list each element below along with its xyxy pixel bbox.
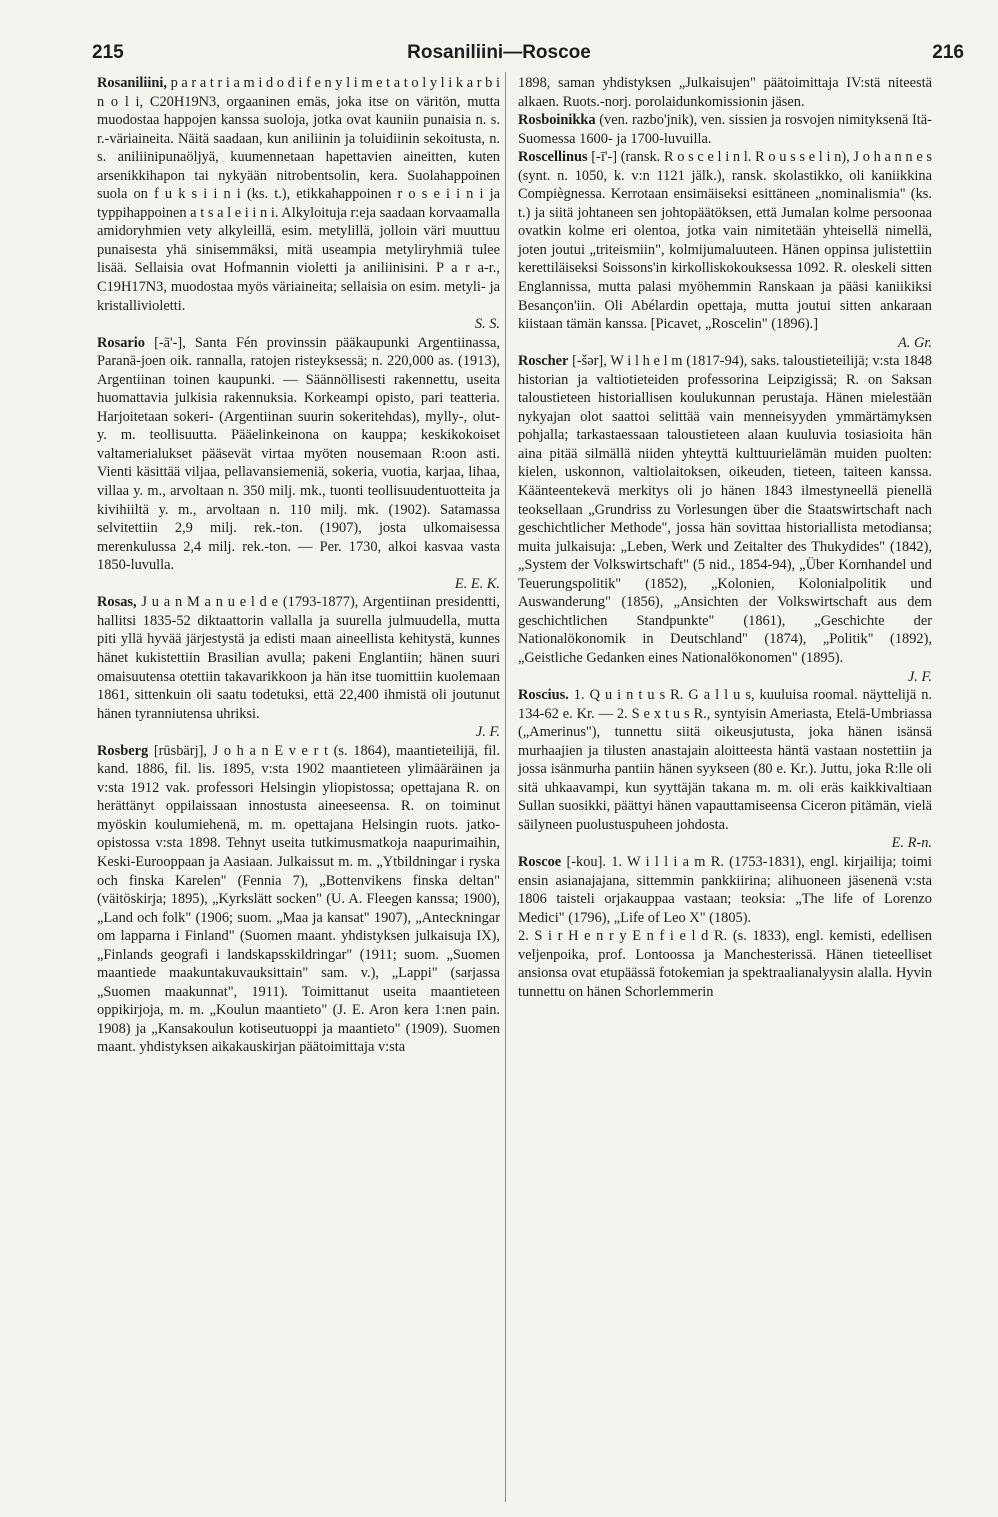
entry-text: (ven. razbo'jnik), ven. sissien ja rosvojen nimityksenä Itä-Suomessa 1600- ja 1700-luvuilla.	[518, 112, 932, 147]
entry-headword: Roscellinus	[518, 149, 588, 166]
entry-rosario	[97, 334, 500, 594]
entry-text: [-kou]. 1. W i l l i a m R. (1753-1831), engl. kirjailija; toimi ensin asianajajana, sittemmin pankkiirina; alihuoneen jäsenenä v:sta 1806 taisteli orjakauppaa vastaan; teoksia: „The life of Lorenzo Medici" (1796), „Life of Leo X" (1805).	[518, 853, 932, 926]
running-title: Rosaniliini—Roscoe	[407, 42, 591, 63]
entry-rosboinikka	[518, 111, 932, 148]
entry-text: [-ī'-] (ransk. R o s c e l i n l. R o u s s e l i n), J o h a n n e s (synt. n. 1050, k. v:n 1121 jälk.), ransk. skolastikko, oli kaniikkina Compiègnessa. Kerrotaan ensimäiseksi esittäneen „nominalismia" (ks. t.) ja siitä johtaneen sen johtopäätöksen, että Jumalan kolme persoonaa ovatkin kolme eri olentoa, jotka vain nimitetään yhteisellä nimellä, joten joutui „triteismiin", kolmijumaluuteen. Hänen oppinsa julistettiin kerettiläiseksi Soissons'in kirkolliskokouksessa 1092. R. oleskeli sitten Englannissa, mutta palasi myöhemmin Ranskaan ja pääsi kaniikiksi Besançon'iin. Oli Abélardin opettaja, mutta joutui sitten ankaraan kiistaan tämän kanssa. [Picavet, „Roscelin" (1896).]	[518, 149, 932, 333]
right-column	[518, 74, 932, 1001]
entry-rosberg	[97, 742, 500, 1057]
entry-text: [-šər], W i l h e l m (1817-94), saks. taloustieteilijä; v:sta 1848 historian ja valtiotieteiden professorina Leipzigissä; R. on Saksan taloustieteen historiallisen koulukunnan perustaja. Hänen mielestään nykyajan olot saattoi selittää vain menneisyyden ymmärtämyksen pohjalla; tarkastaessaan taloustieteen alaan kuuluvia tosiasioita hän aina pitää silmällä niiden yhteyttä kulttuurielämän muiden puolten: kielen, uskonnon, valtiolaitoksen, oikeuden, tieteen, taiteen kanssa. Käänteentekevä merkitys oli jo hänen 1843 ilmestyneellä pienellä teoksellaan „Grundriss zu Vorlesungen über die Staatswirtschaft nach geschichtlicher Methode", jossa hän sovittaa historiallista metodiansa; muita julkaisuja: „Leben, Werk und Zeitalter des Thukydides" (1842), „System der Volkswirtschaft" (5 nid., 1854-94), „Über Kornhandel und Teuerungspolitik" (1852), „Kolonien, Kolonialpolitik und Auswanderung" (1856), „Ansichten der Volkswirtschaft aus dem geschichtlichen Standpunkte" (1861), „Geschichte der Nationalökonomik in Deutschland" (1874), „Politik" (1892), „Geistliche Gedanken eines Nationalökonomen" (1895).	[518, 353, 932, 666]
page-header	[0, 42, 998, 72]
entry-text: 1. Q u i n t u s R. G a l l u s, kuuluisa roomal. näyttelijä n. 134-62 e. Kr. — 2. S e x t u s R., syntyisin Ameriasta, Etelä-Umbriassa („Amerinus"), tunnettu siitä oikeusjutusta, joka hänen isänsä murhaajien ja tilusten anastajain aloitteesta häntä vastaan nostettiin ja jossa isänmurha pantiin hänen syykseen (80 e. Kr.). Juttu, joka R:lle oli sitä uhkaavampi, kun syyttäjän takana m. m. oli eräs kaikkivaltiaan Sullan suosikki, päättyi hänen vapauttamiseensa Ciceron pitämän, vielä säilyneen puolustuspuheen johdosta.	[518, 687, 933, 833]
entry-headword: Rosberg	[97, 742, 149, 759]
entry-text: 2. S i r H e n r y E n f i e l d R. (s. 1833), engl. kemisti, edellisen veljenpoika, prof. Lontoossa ja Manchesterissä. Hänen tieteelliset ansionsa ovat etupäässä fotokemian ja spektraalianalyysin alalla. Hyvin tunnettu on hänen Schorlemmerin	[518, 928, 932, 1000]
entry-text: [rūsbärj], J o h a n E v e r t (s. 1864), maantieteilijä, fil. kand. 1886, fil. lis. 1895, v:sta 1902 maantieteen ylimääräinen ja v:sta 1912 vak. professori Helsingin yliopistossa; opettajana R. on herättänyt oppilaissaan innostusta aineeseensa. R. on toiminut myöskin koulumiehenä, m. m. opettajana Helsingin ruots. jatko-opistossa v:sta 1898. Tehnyt useita tutkimusmatkoja naapurimaihin, Keski-Eurooppaan ja Aasiaan. Julkaissut m. m. „Ytbildningar i ryska och finska Karelen" (Fennia 7), „Bottenvikens finska deltan" (väitöskirja; 1895), „Kyrkslätt socken" (U. A. Fleegen kanssa; 1900), „Land och folk" (1906; suom. „Maa ja kansat" 1907), „Anteckningar om lapparna i Finland" (Suomen maant. yhdistyksen julkaisuja IX), „Finlands geografi i landskapsskildringar" (1911; suom. „Suomen maantiede maakuntakuvauksittain" sam. v.), „Lappi" (sarjassa „Suomen maakunnat", 1911). Toimittanut useita maantieteen oppikirjoja, m. m. „Koulun maantieto" (J. E. Aron kera 1:nen pain. 1908) ja „Kansakoulun kotiseutuoppi ja maantieto" (1909). Suomen maant. yhdistyksen aikakauskirjan päätoimittaja v:sta	[97, 742, 500, 1056]
page-number-right: 216	[932, 42, 964, 63]
entry-roscoe-2	[518, 927, 932, 1001]
entry-headword: Roscher	[518, 353, 569, 370]
entry-headword: Roscius.	[518, 687, 569, 704]
entry-roscher	[518, 352, 932, 686]
entry-rosaniliini	[97, 74, 500, 334]
author-signature: J. F.	[907, 668, 932, 685]
author-signature: E. R-n.	[891, 835, 932, 852]
page-number-left: 215	[92, 42, 124, 63]
entry-headword: Rosario	[97, 334, 145, 351]
author-signature: J. F.	[475, 724, 500, 741]
author-signature: S. S.	[474, 316, 500, 333]
entry-rosberg-cont	[518, 74, 932, 111]
entry-text: J u a n M a n u e l d e (1793-1877), Argentiinan presidentti, hallitsi 1835-52 diktaattorin vallalla ja suurella julmuudella, mutta piti yllä hyvää järjestystä ja edisti maan aineellista kehitystä, kunnes hänet kukistettiin Brasilian avulla; pakeni Englantiin; hänen suuri omaisuutensa otettiin takavarikkoon ja hän itse tuomittiin kuolemaan 1861, sittenkuin oli saatu todetuksi, että 22,400 ihmistä oli joutunut hänen tyranniutensa uhriksi.	[97, 594, 500, 722]
entry-rosas	[97, 593, 500, 741]
entry-text: 1898, saman yhdistyksen „Julkaisujen" päätoimittaja IV:stä niteestä alkaen. Ruots.-norj. porolaidunkomissionin jäsen.	[518, 75, 932, 110]
author-signature: E. E. K.	[454, 575, 500, 592]
entry-headword: Roscoe	[518, 853, 562, 870]
entry-headword: Rosaniliini,	[97, 75, 167, 91]
left-column	[97, 74, 500, 1057]
entry-text: [-ā'-], Santa Fén provinssin pääkaupunki Argentiinassa, Paranā-joen oik. rannalla, ratojen risteyksessä; n. 220,000 as. (1913), Argentiinan toinen kaupunki. — Säännöllisesti rakennettu, useita huomattavia julkisia rakennuksia. Korkeampi opisto, pari teatteria. Harjoitetaan sokeri- (Argentiinan suurin sokeritehdas), mylly-, olut- y. m. teollisuutta. Pääelinkeinona on kauppa; keskikokoiset valtamerialukset pääsevät virtaa myöten nousemaan R:oon asti. Vienti käsittää viljaa, pellavansiemeniä, sokeria, vuotia, karjaa, lihaa, villaa y. m., arvoltaan n. 350 milj. mk., tuonti teollisuudentuotteita ja kivihiiltä y. m., arvoltaan n. 110 milj. mk. (1902). Satamassa selvitettiin 2,9 milj. rek.-ton. (1907), josta ulkomaisessa merenkulussa 2,4 milj. rek.-ton. — Per. 1730, alkoi kasvaa vasta 1850-luvulla.	[97, 334, 500, 574]
entry-headword: Rosas,	[97, 594, 137, 611]
entry-headword: Rosboinikka	[518, 112, 596, 129]
entry-roscius	[518, 686, 932, 853]
entry-roscoe	[518, 853, 932, 927]
entry-text: p a r a t r i a m i d o d i f e n y l i m e t a t o l y l i k a r b i n o l i, C20H19N3, orgaaninen emäs, joka itse on väritön, mutta muodostaa happojen kanssa suoloja, jotka ovat kauniin punaisia n. s. r.-väriaineita. Näitä saadaan, kun aniliinin ja toluidiinin sekoitusta, n. s. aniliinipunaöljyä, kuumennetaan hapettavien aineitten, kuten arsenikkihapon tai nykyään nitrobentsolin, kera. Suolahappoinen suola on f u k s i i n i (ks. t.), etikkahappoinen r o s e i i n i ja typpihappoinen a t s a l e i i n i. Alkyloituja r:eja saadaan korvaamalla amidoryhmien vety alkyleillä, esim. metylillä, jolloin väri muuttuu punaisesta yhä sinisemmäksi, mitä useampia metyliryhmiä tulee lisää. Sellaisia ovat Hofmannin violetti ja aniliinisini. P a r a-r., C19H17N3, muodostaa myös väriaineita; sellaisia on esim. metyli- ja kristallivioletti.	[97, 75, 500, 314]
column-divider	[505, 72, 506, 1502]
author-signature: A. Gr.	[898, 334, 932, 351]
entry-roscellinus	[518, 148, 932, 352]
